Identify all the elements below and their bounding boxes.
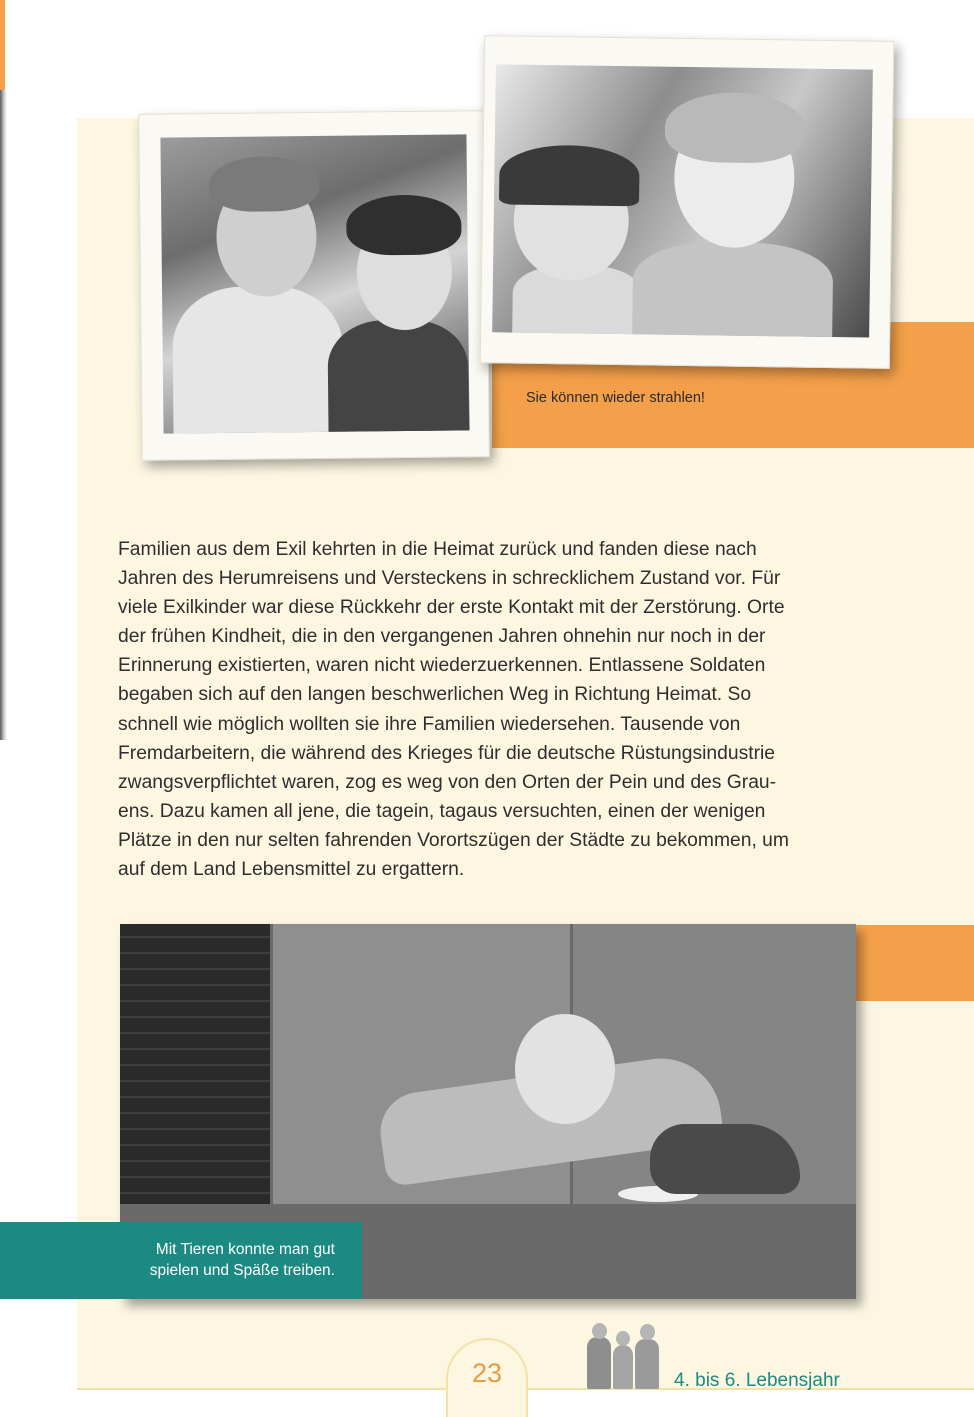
orange-accent-block [848, 925, 974, 1001]
section-label: 4. bis 6. Lebensjahr [674, 1370, 840, 1391]
photo-caption-smiling-girls: Sie können wieder strahlen! [526, 390, 705, 406]
photo-cat [650, 1124, 800, 1194]
photo-frame-smiling-girls [480, 35, 895, 369]
page-number: 23 [471, 1358, 503, 1388]
caption-line-2: spielen und Späße treiben. [149, 1262, 335, 1279]
left-edge-accent [0, 0, 5, 90]
photo-boy-and-girl [160, 134, 469, 433]
photo-brick-wall [120, 924, 270, 1224]
children-figures-icon [583, 1319, 667, 1389]
body-paragraph: Familien aus dem Exil kehrten in die Heimat zurück und fanden diese nach Jahren des Herumreisens und Versteckens in schrecklichem Zustand vor. Für viele Exilkinder war diese Rückkehr der erste Kontakt mit der Zerstörung. Orte der frühen Kindheit, die in den vergangenen Jahren ohnehin nur noch in der Erinnerung existierten, waren nicht wiederzuerkennen. Entlassene Soldaten begaben sich auf den langen beschwerlichen Weg in Richtung Heimat. So schnell wie möglich wollten sie ihre Familien wiedersehen. Tausende von Fremdarbeitern, die während des Krieges für die deutsche Rüstungsindustrie zwangsverpflichtet waren, zog es weg von den Orten der Pein und des Grau- ens. Dazu kamen all jene, die tagein, tagaus versuchten, einen der wenigen Plätze in den nur selten fahrenden Vorortszügen der Städte zu bekommen, um auf dem Land Lebensmittel zu ergattern. [118, 539, 789, 881]
caption-line-1: Mit Tieren konnte man gut [155, 1241, 335, 1258]
photo-caption-child-with-cat [0, 1222, 362, 1299]
left-edge-shadow [0, 90, 7, 740]
photo-smiling-girls [492, 64, 873, 337]
photo-frame-boy-and-girl [138, 110, 490, 461]
photo-child-head [515, 1014, 615, 1124]
